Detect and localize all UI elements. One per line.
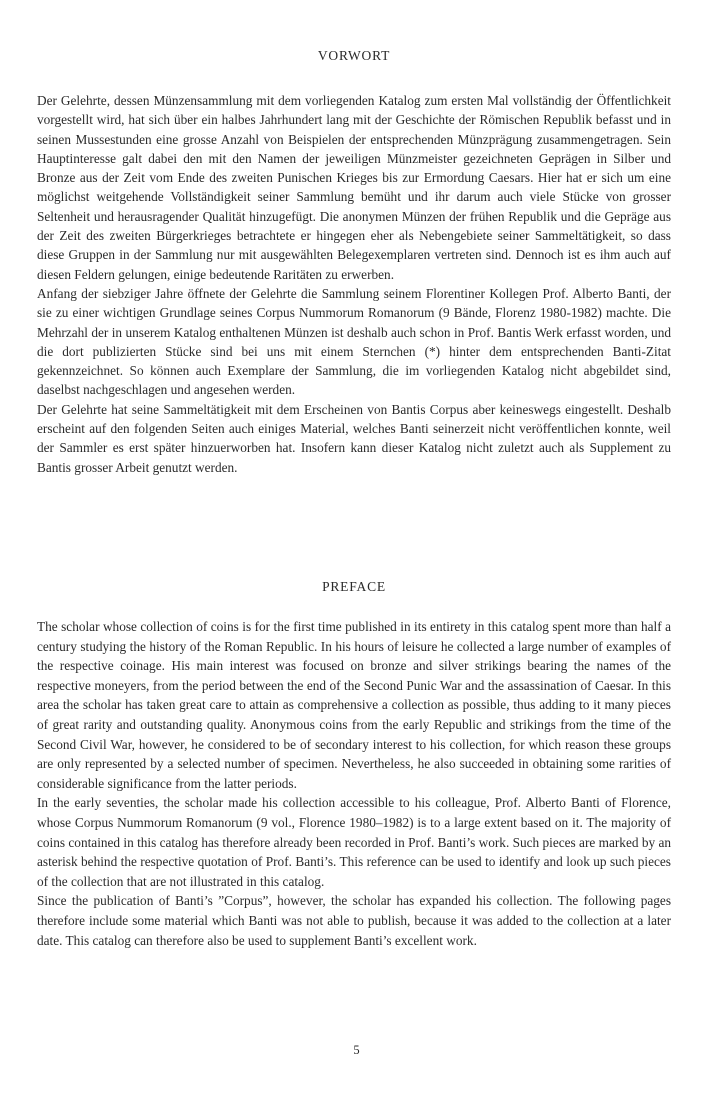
preface-paragraph-2: In the early seventies, the scholar made his collection accessible to his colleague, Prof. Alberto Banti of Florence, whose Corpus Nummorum Romanorum (9 vol., Florence 1980–1982) is to a large extent based on it. The majority of coins contained in this catalog has therefore already been recorded in Prof. Banti’s work. Such pieces are marked by an asterisk behind the respective quotation of Prof. Banti’s. This reference can be used to identify and look up such pieces of the collection that are not illustrated in this catalog. [37,795,671,889]
preface-paragraph-3: Since the publication of Banti’s ”Corpus”, however, the scholar has expanded his collection. The following pages therefore include some material which Banti was not able to publish, because it was added to the collection at a later date. This catalog can therefore also be used to supplement Banti’s excellent work. [37,893,671,948]
vorwort-paragraph-3: Der Gelehrte hat seine Sammeltätigkeit mit dem Erscheinen von Bantis Corpus aber keineswegs eingestellt. Deshalb erscheint auf den folgenden Seiten auch einiges Material, welches Banti seinerzeit nicht veröffentlichen konnte, weil der Sammler es erst später hinzuerworben hat. Insofern kann dieser Katalog nicht zuletzt auch als Supplement zu Bantis grosser Arbeit genutzt werden. [37,401,671,475]
vorwort-heading: VORWORT [317,48,391,63]
vorwort-paragraph-1: Der Gelehrte, dessen Münzensammlung mit dem vorliegenden Katalog zum ersten Mal vollständig der Öffentlichkeit vorgestellt wird, hat sich über ein halbes Jahrhundert lang mit der Geschichte der Römischen Republik befasst und in seinen Mussestunden eine grosse Anzahl von Beispielen der entsprechenden Münzprägung zusammengetragen. Sein Hauptinteresse galt dabei den mit den Namen der jeweiligen Münzmeister gezeichneten Geprägen in Silber und Bronze aus der Zeit vom Ende des zweiten Punischen Krieges bis zur Ermordung Caesars. Hier hat er sich um eine möglichst weitgehende Vollständigkeit seiner Sammlung bemüht und ihr darum auch viele Stücke von grosser Seltenheit und herausragender Qualität hinzugefügt. Die anonymen Münzen der frühen Republik und die Gepräge aus der Zeit des zweiten Bürgerkrieges betrachtete er hingegen eher als Nebengebiete seiner Sammeltätigkeit, so dass diese Gruppen in der Sammlung nur mit ausgewählten Belegexemplaren vertreten sind. Dennoch ist es ihm auch auf diesen Feldern gelungen, einige bedeutende Raritäten zu erwerben. [37,93,671,282]
vorwort-paragraph-2: Anfang der siebziger Jahre öffnete der Gelehrte die Sammlung seinem Florentiner Kollegen Prof. Alberto Banti, der sie zu einer wichtigen Grundlage seines Corpus Nummorum Romanorum (9 Bände, Florenz 1980-1982) machte. Die Mehrzahl der in unserem Katalog enthaltenen Münzen ist deshalb auch schon in Prof. Bantis Werk erfasst worden, und die dort publizierten Stücke sind bei uns mit einem Sternchen (*) hinter dem entsprechenden Banti-Zitat gekennzeichnet. So können auch Exemplare der Sammlung, die im vorliegenden Katalog nicht abgebildet sind, daselbst nachgeschlagen und angesehen werden. [37,285,671,398]
preface-section [37,579,671,950]
vorwort-section [37,48,671,477]
preface-paragraph-1: The scholar whose collection of coins is for the first time published in its entirety in this catalog spent more than half a century studying the history of the Roman Republic. In his hours of leisure he collected a large number of examples of the respective coinage. His main interest was focused on bronze and silver strikings bearing the names of the respective moneyers, from the period between the end of the Second Punic War and the assassination of Caesar. In this area the scholar has taken great care to attain as comprehensive a collection as possible, thus adding to it many pieces of great rarity and outstanding quality. Anonymous coins from the early Republic and strikings from the time of the Second Civil War, however, he considered to be of secondary interest to his collection, for which reason these groups are only represented by a selected number of specimen. Nevertheless, he also succeeded in obtaining some rarities of considerable significance from the latter periods. [37,619,671,791]
preface-heading: PREFACE [322,579,386,594]
page-number: 5 [353,1043,360,1057]
